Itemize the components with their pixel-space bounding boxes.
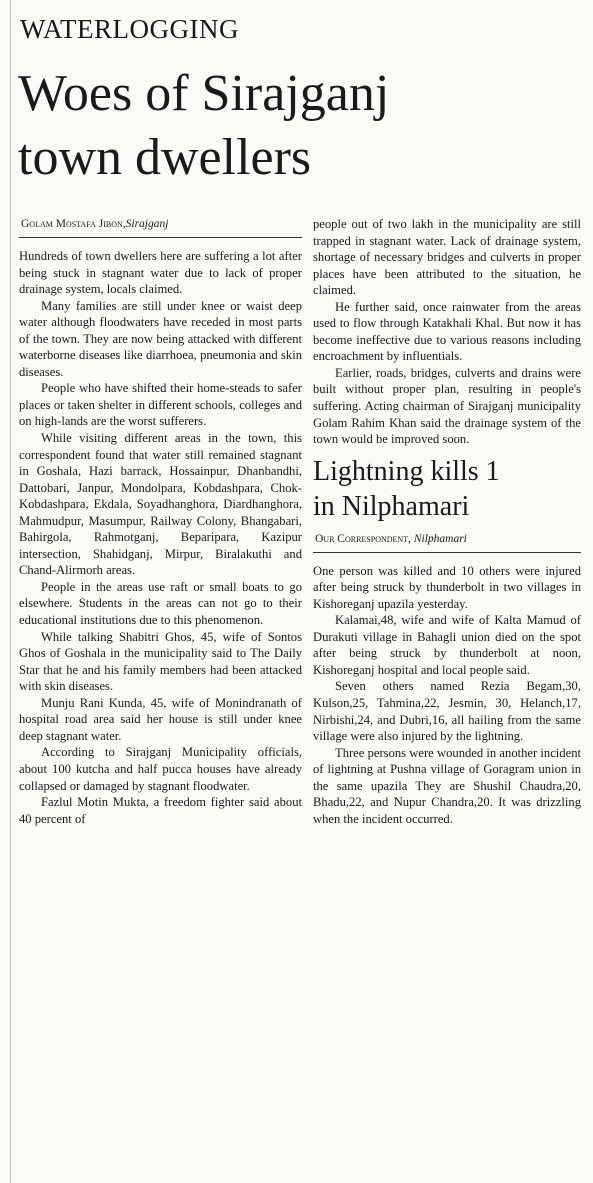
paragraph: Hundreds of town dwellers here are suffering a lot after being stuck in stagnant water due to lack of proper drainage system, locals claimed. [19,249,302,297]
paragraph: people out of two lakh in the municipality are still trapped in stagnant water. Lack of drainage system, shortage of necessary bridges and culverts in proper places have been attributed to the situation, he claimed. [313,217,581,298]
paragraph: While talking Shabitri Ghos, 45, wife of Sontos Ghos of Goshala in the municipality said to The Daily Star that he and his family members had been attacked with skin diseases. [19,629,302,694]
byline-location: Sirajganj [125,218,169,230]
kicker: WATERLOGGING [20,14,239,44]
paragraph: Fazlul Motin Mukta, a freedom fighter said about 40 percent of [19,795,302,826]
second-headline-line-1: Lightning kills 1 [313,455,500,487]
second-byline-location: Nilphamari [413,532,467,545]
byline-rule [19,237,302,238]
left-column [19,215,302,827]
headline [18,62,578,190]
paragraph: Earlier, roads, bridges, culverts and drains were built without proper plan, resulting in people's suffering. Acting chairman of Sirajganj municipality Golam Rahim Khan said the drainage system of the town would be improved soon. [313,365,581,447]
paragraph: People in the areas use raft or small boats to go elsewhere. Students in the areas can not go to their educational institutions due to this phenomenon. [19,579,302,628]
paragraph: Munju Rani Kunda, 45, wife of Monindranath of hospital road area said her house is still under knee deep stagnant water. [19,695,302,743]
second-byline-name: Our Correspondent, [315,532,411,545]
headline-line-2: town dwellers [18,129,312,186]
second-headline-line-2: in Nilphamari [313,490,470,522]
right-column [313,216,581,827]
paragraph: Seven others named Rezia Begam,30, Kulson,25, Tahmina,22, Jesmin, 30, Helanch,17, Nirbishi,24, and Dubri,16, all hailing from the same village were also injured by the lightning. [313,679,581,744]
paragraph: Kalamai,48, wife and wife of Kalta Mamud of Durakuti village in Bahagli union died on the spot after being struck by thunderbolt at noon, Kishoreganj hospital and local people said. [313,613,581,677]
paragraph: Many families are still under knee or waist deep water although floodwaters have receded in most parts of the town. They are now being attacked with different waterborne diseases like diarrhoea, pneumonia and skin diseases. [19,298,302,379]
second-headline [313,454,581,524]
second-byline [315,530,581,550]
paragraph: People who have shifted their home-steads to safer places or taken shelter in different schools, colleges and on high-lands are the worst sufferers. [19,381,302,429]
second-byline-rule [313,552,581,553]
page-edge-line [10,0,11,1183]
byline-name: Golam Mostafa Jibon, [21,218,126,230]
paragraph: One person was killed and 10 others were injured after being struck by thunderbolt in two villages in Kishoreganj upazila yesterday. [313,563,581,611]
paragraph: Three persons were wounded in another incident of lightning at Pushna village of Goragram union in the same upazila They are Shushil Chaudra,20, Bhadu,22, and Nupur Chandra,20. It was drizzling when the incident occurred. [313,745,581,826]
paragraph: While visiting different areas in the town, this correspondent found that water still remained stagnant in Goshala, Hazi barrack, Hossainpur, Dhanbandhi, Dattobari, Janpur, Mondolpara, Kobdashpara, Chok-Kobdashpara, Ekdala, Soyadhanghora, Diardhanghora, Mahmudpur, Masumpur, Railway Colony, Bhangabari, Bahirgola, Rahmotganj, Beparipara, Kazipur intersection, Shahidganj, Mirpur, Biralakuthi and Chand-Alirmorh areas. [19,431,302,578]
paragraph: He further said, once rainwater from the areas used to flow through Katakhali Khal. But now it has become ineffective due to various reasons including encroachment by influentials. [313,299,581,364]
paragraph: According to Sirajganj Municipality officials, about 100 kutcha and half pucca houses have already collapsed or damaged by stagnant floodwater. [19,745,302,793]
byline [21,215,302,235]
headline-line-1: Woes of Sirajganj [18,65,390,122]
